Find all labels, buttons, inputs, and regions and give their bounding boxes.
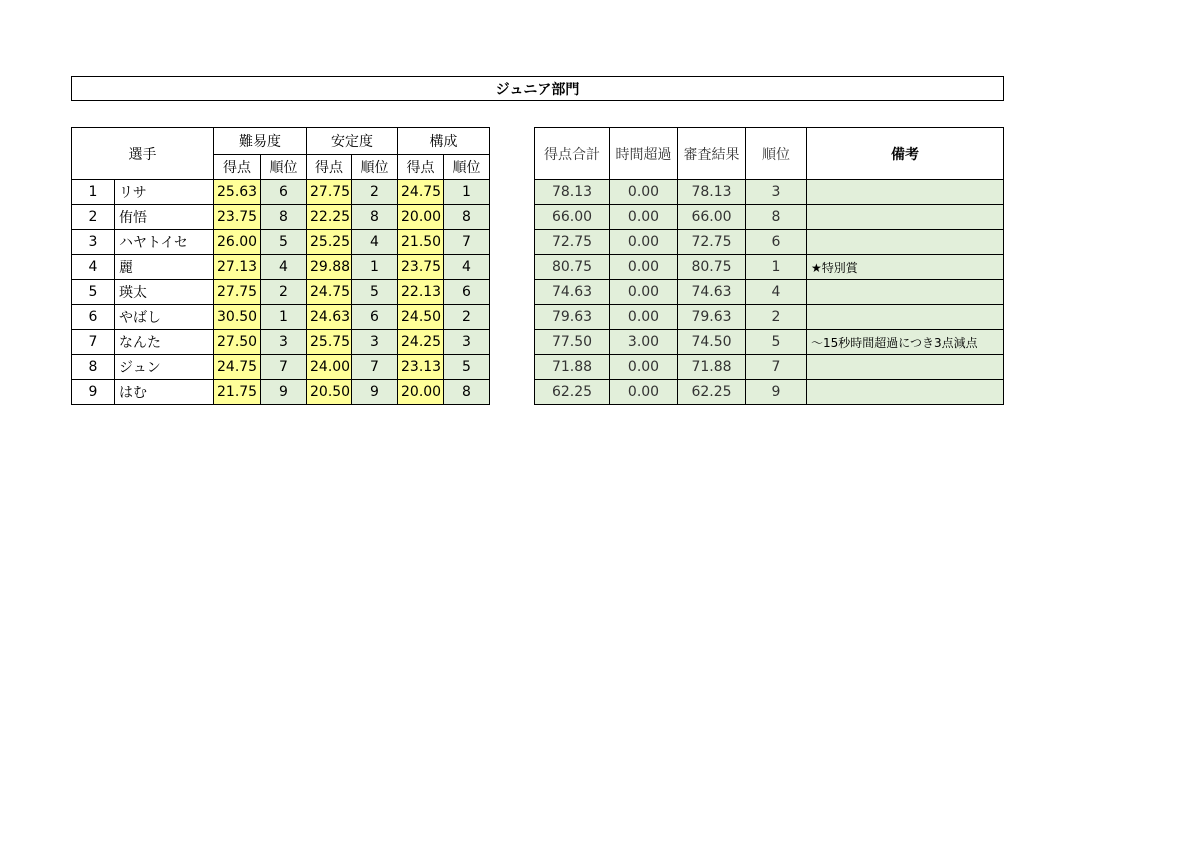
remarks-cell: ～15秒時間超過につき3点減点: [807, 330, 1004, 355]
composition-score-cell: 20.00: [398, 205, 444, 230]
stability-score-cell: 22.25: [307, 205, 352, 230]
total-score-cell: 78.13: [535, 180, 610, 205]
header-score: 得点: [214, 155, 261, 180]
overtime-penalty-cell: 0.00: [610, 380, 678, 405]
stability-rank-cell: 8: [352, 205, 398, 230]
player-name-cell: ジュン: [115, 355, 214, 380]
remarks-cell: [807, 230, 1004, 255]
composition-score-cell: 21.50: [398, 230, 444, 255]
remarks-cell: [807, 280, 1004, 305]
player-number-cell: 4: [72, 255, 115, 280]
overtime-penalty-cell: 0.00: [610, 280, 678, 305]
header-score: 得点: [307, 155, 352, 180]
player-name-cell: 侑悟: [115, 205, 214, 230]
composition-score-cell: 22.13: [398, 280, 444, 305]
difficulty-score-cell: 24.75: [214, 355, 261, 380]
difficulty-rank-cell: 2: [261, 280, 307, 305]
player-number-cell: 7: [72, 330, 115, 355]
player-name-cell: リサ: [115, 180, 214, 205]
remarks-cell: [807, 380, 1004, 405]
overtime-penalty-cell: 0.00: [610, 305, 678, 330]
overtime-penalty-cell: 3.00: [610, 330, 678, 355]
final-rank-cell: 3: [746, 180, 807, 205]
judging-result-cell: 71.88: [678, 355, 746, 380]
stability-score-cell: 20.50: [307, 380, 352, 405]
stability-rank-cell: 9: [352, 380, 398, 405]
remarks-cell: [807, 180, 1004, 205]
table-row: [535, 255, 1004, 280]
table-row: [535, 330, 1004, 355]
final-rank-cell: 4: [746, 280, 807, 305]
difficulty-score-cell: 25.63: [214, 180, 261, 205]
judging-result-cell: 62.25: [678, 380, 746, 405]
header-difficulty: 難易度: [214, 128, 307, 155]
difficulty-rank-cell: 3: [261, 330, 307, 355]
composition-rank-cell: 5: [444, 355, 490, 380]
stability-rank-cell: 2: [352, 180, 398, 205]
table-row: [535, 305, 1004, 330]
header-composition: 構成: [398, 128, 490, 155]
composition-rank-cell: 7: [444, 230, 490, 255]
final-rank-cell: 7: [746, 355, 807, 380]
player-number-cell: 8: [72, 355, 115, 380]
stability-score-cell: 29.88: [307, 255, 352, 280]
table-row: [72, 255, 490, 280]
final-rank-cell: 6: [746, 230, 807, 255]
total-score-cell: 79.63: [535, 305, 610, 330]
header-player: 選手: [72, 128, 214, 180]
difficulty-rank-cell: 8: [261, 205, 307, 230]
header-remarks: 備考: [807, 128, 1004, 180]
final-rank-cell: 1: [746, 255, 807, 280]
table-row: [535, 380, 1004, 405]
total-score-cell: 62.25: [535, 380, 610, 405]
table-row: [72, 180, 490, 205]
header-final-rank: 順位: [746, 128, 807, 180]
table-row: [72, 380, 490, 405]
total-score-cell: 71.88: [535, 355, 610, 380]
table-row: [535, 355, 1004, 380]
difficulty-rank-cell: 9: [261, 380, 307, 405]
composition-score-cell: 24.50: [398, 305, 444, 330]
table-row: [72, 280, 490, 305]
difficulty-rank-cell: 1: [261, 305, 307, 330]
stability-rank-cell: 1: [352, 255, 398, 280]
difficulty-rank-cell: 4: [261, 255, 307, 280]
difficulty-score-cell: 21.75: [214, 380, 261, 405]
player-name-cell: はむ: [115, 380, 214, 405]
header-rank: 順位: [261, 155, 307, 180]
player-name-cell: 瑛太: [115, 280, 214, 305]
composition-score-cell: 24.75: [398, 180, 444, 205]
final-rank-cell: 2: [746, 305, 807, 330]
total-score-cell: 74.63: [535, 280, 610, 305]
composition-score-cell: 23.75: [398, 255, 444, 280]
table-row: [535, 230, 1004, 255]
overtime-penalty-cell: 0.00: [610, 355, 678, 380]
composition-rank-cell: 3: [444, 330, 490, 355]
table-row: [72, 355, 490, 380]
stability-rank-cell: 6: [352, 305, 398, 330]
difficulty-score-cell: 23.75: [214, 205, 261, 230]
difficulty-score-cell: 26.00: [214, 230, 261, 255]
header-rank: 順位: [352, 155, 398, 180]
judging-result-cell: 79.63: [678, 305, 746, 330]
table-row: [535, 205, 1004, 230]
score-table: [71, 127, 490, 405]
player-name-cell: 麗: [115, 255, 214, 280]
header-total: 得点合計: [535, 128, 610, 180]
difficulty-score-cell: 27.13: [214, 255, 261, 280]
final-rank-cell: 5: [746, 330, 807, 355]
stability-score-cell: 27.75: [307, 180, 352, 205]
remarks-cell: ★特別賞: [807, 255, 1004, 280]
final-rank-cell: 9: [746, 380, 807, 405]
result-table: [534, 127, 1004, 405]
judging-result-cell: 80.75: [678, 255, 746, 280]
difficulty-score-cell: 27.75: [214, 280, 261, 305]
composition-rank-cell: 8: [444, 380, 490, 405]
header-rank: 順位: [444, 155, 490, 180]
page-title: ジュニア部門: [71, 76, 1004, 101]
difficulty-rank-cell: 7: [261, 355, 307, 380]
judging-result-cell: 74.50: [678, 330, 746, 355]
total-score-cell: 66.00: [535, 205, 610, 230]
header-result: 審査結果: [678, 128, 746, 180]
composition-rank-cell: 8: [444, 205, 490, 230]
stability-score-cell: 25.75: [307, 330, 352, 355]
remarks-cell: [807, 205, 1004, 230]
table-row: [535, 280, 1004, 305]
player-number-cell: 6: [72, 305, 115, 330]
stability-rank-cell: 3: [352, 330, 398, 355]
stability-rank-cell: 7: [352, 355, 398, 380]
table-row: [72, 205, 490, 230]
total-score-cell: 80.75: [535, 255, 610, 280]
difficulty-score-cell: 27.50: [214, 330, 261, 355]
overtime-penalty-cell: 0.00: [610, 205, 678, 230]
player-number-cell: 3: [72, 230, 115, 255]
player-number-cell: 2: [72, 205, 115, 230]
stability-score-cell: 25.25: [307, 230, 352, 255]
final-rank-cell: 8: [746, 205, 807, 230]
header-stability: 安定度: [307, 128, 398, 155]
total-score-cell: 77.50: [535, 330, 610, 355]
difficulty-rank-cell: 5: [261, 230, 307, 255]
stability-score-cell: 24.00: [307, 355, 352, 380]
player-name-cell: やばし: [115, 305, 214, 330]
composition-rank-cell: 4: [444, 255, 490, 280]
judging-result-cell: 78.13: [678, 180, 746, 205]
player-number-cell: 1: [72, 180, 115, 205]
table-row: [72, 230, 490, 255]
composition-rank-cell: 2: [444, 305, 490, 330]
judging-result-cell: 66.00: [678, 205, 746, 230]
overtime-penalty-cell: 0.00: [610, 230, 678, 255]
stability-score-cell: 24.63: [307, 305, 352, 330]
table-row: [535, 180, 1004, 205]
difficulty-score-cell: 30.50: [214, 305, 261, 330]
total-score-cell: 72.75: [535, 230, 610, 255]
stability-rank-cell: 5: [352, 280, 398, 305]
judging-result-cell: 72.75: [678, 230, 746, 255]
table-row: [72, 305, 490, 330]
remarks-cell: [807, 355, 1004, 380]
player-name-cell: なんた: [115, 330, 214, 355]
composition-score-cell: 24.25: [398, 330, 444, 355]
composition-rank-cell: 6: [444, 280, 490, 305]
stability-score-cell: 24.75: [307, 280, 352, 305]
player-number-cell: 5: [72, 280, 115, 305]
composition-score-cell: 23.13: [398, 355, 444, 380]
stability-rank-cell: 4: [352, 230, 398, 255]
header-overtime: 時間超過: [610, 128, 678, 180]
judging-result-cell: 74.63: [678, 280, 746, 305]
table-row: [72, 330, 490, 355]
overtime-penalty-cell: 0.00: [610, 180, 678, 205]
header-score: 得点: [398, 155, 444, 180]
overtime-penalty-cell: 0.00: [610, 255, 678, 280]
remarks-cell: [807, 305, 1004, 330]
player-name-cell: ハヤトイセ: [115, 230, 214, 255]
player-number-cell: 9: [72, 380, 115, 405]
composition-score-cell: 20.00: [398, 380, 444, 405]
difficulty-rank-cell: 6: [261, 180, 307, 205]
composition-rank-cell: 1: [444, 180, 490, 205]
